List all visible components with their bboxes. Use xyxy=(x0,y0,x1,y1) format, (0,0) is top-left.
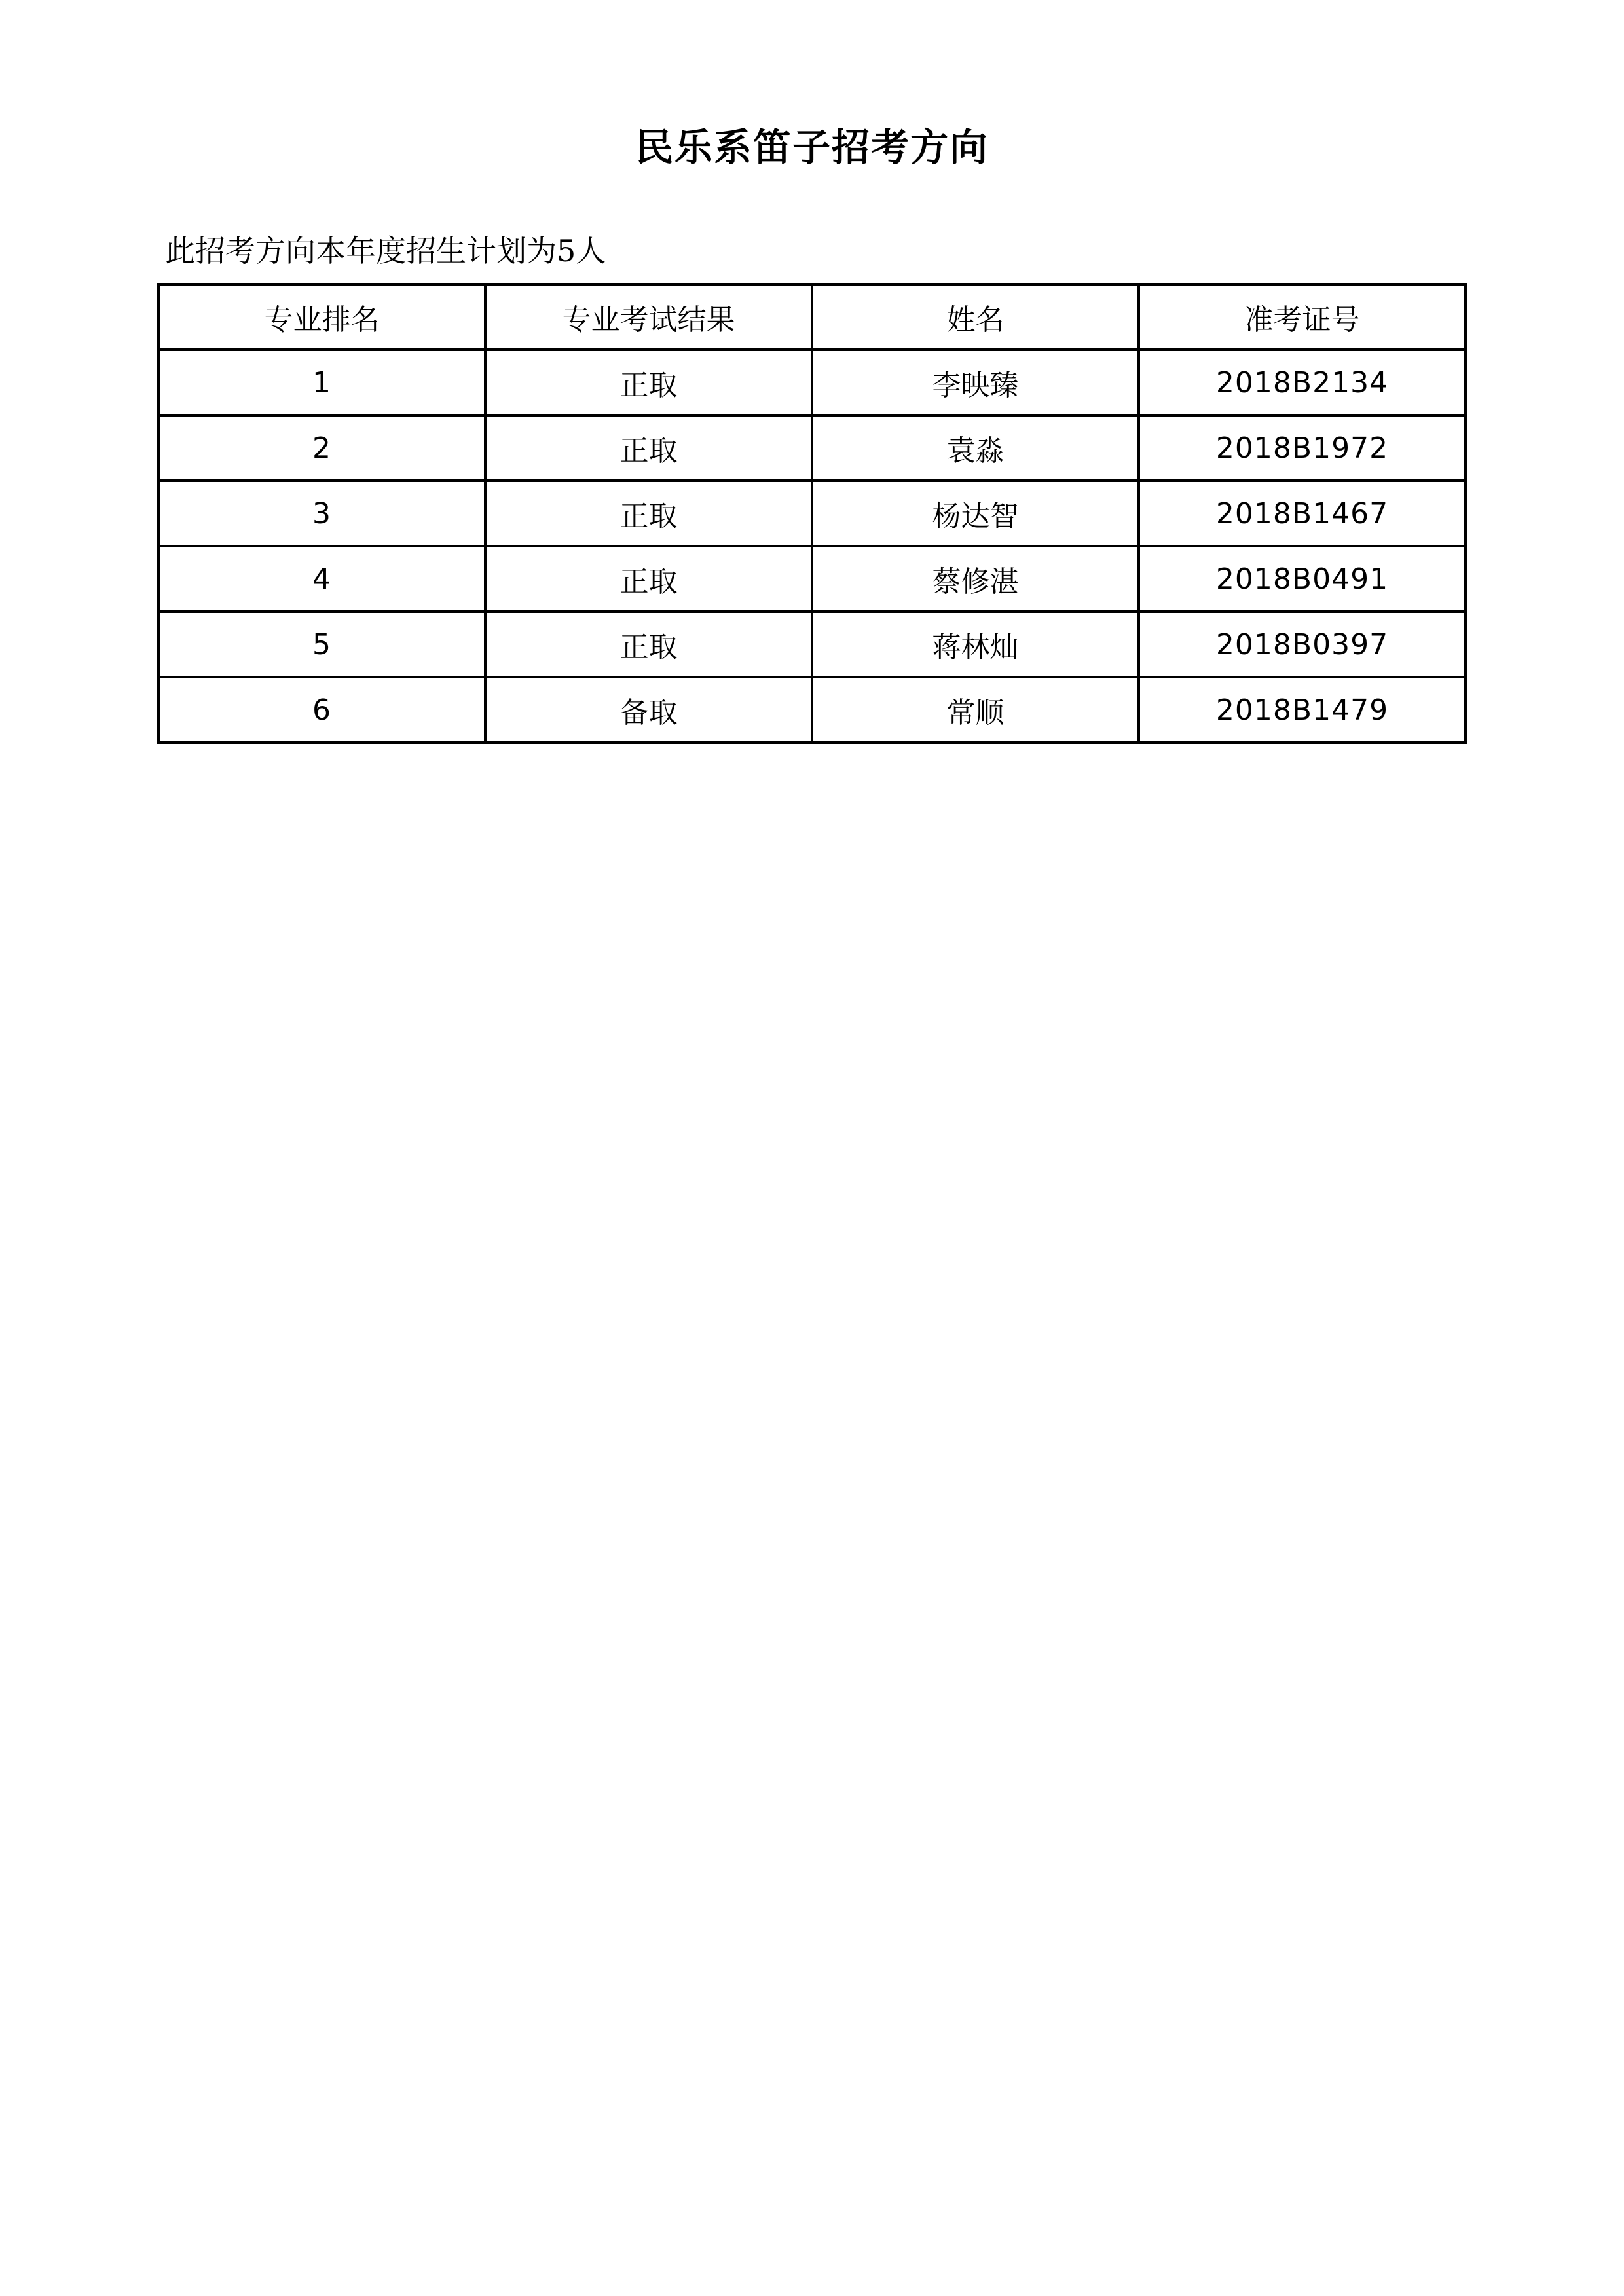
cell-rank: 4 xyxy=(158,546,485,612)
cell-exam-result: 备取 xyxy=(485,677,812,743)
cell-rank: 5 xyxy=(158,612,485,677)
cell-name: 常顺 xyxy=(812,677,1139,743)
cell-exam-id: 2018B1467 xyxy=(1139,481,1466,546)
page-title: 民乐系笛子招考方向 xyxy=(635,125,989,170)
cell-exam-result: 正取 xyxy=(485,546,812,612)
table-row xyxy=(158,415,1466,481)
cell-name: 李映臻 xyxy=(812,350,1139,415)
cell-name: 袁淼 xyxy=(812,415,1139,481)
table-row xyxy=(158,612,1466,677)
cell-exam-id: 2018B1972 xyxy=(1139,415,1466,481)
header-exam-id: 准考证号 xyxy=(1139,284,1466,350)
cell-exam-id: 2018B2134 xyxy=(1139,350,1466,415)
cell-exam-result: 正取 xyxy=(485,350,812,415)
cell-name: 杨达智 xyxy=(812,481,1139,546)
cell-name: 蒋林灿 xyxy=(812,612,1139,677)
cell-name: 蔡修湛 xyxy=(812,546,1139,612)
cell-exam-result: 正取 xyxy=(485,481,812,546)
table-row xyxy=(158,350,1466,415)
enrollment-plan-note: 此招考方向本年度招生计划为5人 xyxy=(165,233,606,268)
cell-rank: 6 xyxy=(158,677,485,743)
cell-exam-result: 正取 xyxy=(485,612,812,677)
cell-rank: 3 xyxy=(158,481,485,546)
cell-exam-id: 2018B1479 xyxy=(1139,677,1466,743)
admission-results-table xyxy=(157,283,1467,744)
cell-exam-result: 正取 xyxy=(485,415,812,481)
table-row xyxy=(158,481,1466,546)
cell-rank: 1 xyxy=(158,350,485,415)
cell-exam-id: 2018B0397 xyxy=(1139,612,1466,677)
table-row xyxy=(158,546,1466,612)
cell-exam-id: 2018B0491 xyxy=(1139,546,1466,612)
header-rank: 专业排名 xyxy=(158,284,485,350)
table-row xyxy=(158,677,1466,743)
header-name: 姓名 xyxy=(812,284,1139,350)
header-exam-result: 专业考试结果 xyxy=(485,284,812,350)
table-header-row xyxy=(158,284,1466,350)
cell-rank: 2 xyxy=(158,415,485,481)
